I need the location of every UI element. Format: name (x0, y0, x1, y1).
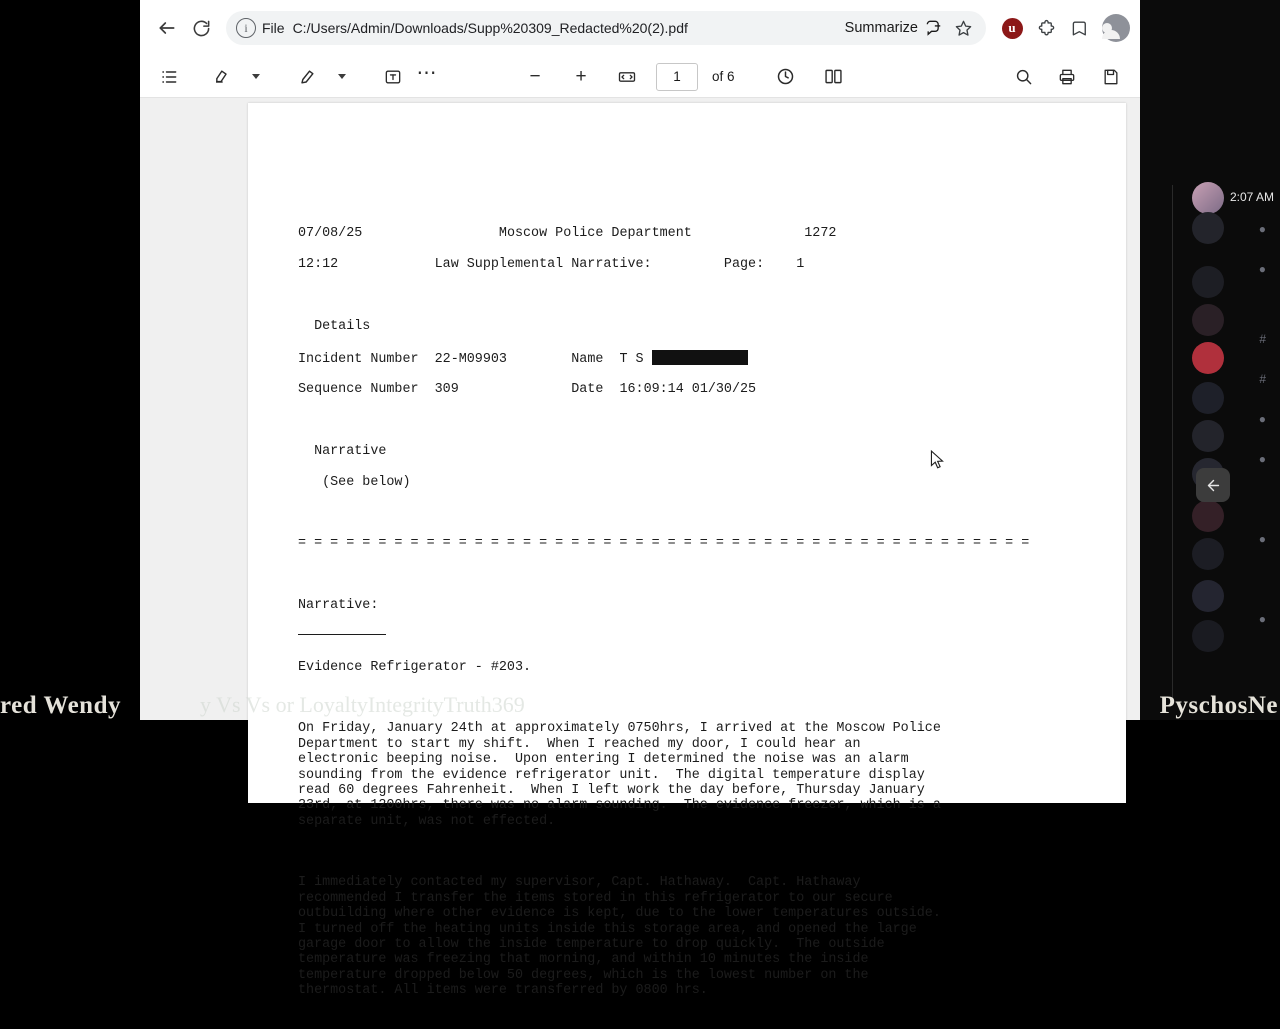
doc-spacer (298, 288, 1098, 303)
avatar-thumbnail[interactable] (1192, 342, 1224, 374)
ublock-origin-button[interactable] (996, 12, 1028, 44)
doc-spacer (298, 567, 1098, 582)
ublock-icon: u (1002, 18, 1023, 39)
rotate-icon (775, 66, 796, 87)
doc-see-below (298, 475, 1098, 490)
dot-icon: ● (1258, 412, 1266, 426)
add-text-button[interactable] (378, 62, 408, 92)
doc-sequence-line (298, 382, 1098, 397)
summarize-label: Summarize (844, 20, 918, 36)
doc-page-label: Page: (723, 257, 765, 273)
fit-width-icon (616, 67, 638, 87)
puzzle-icon (1037, 19, 1056, 38)
stream-caption-middle: y Vs Vs or LoyaltyIntegrityTruth369 (200, 692, 525, 717)
copilot-icon (924, 18, 944, 38)
avatar-thumbnail[interactable] (1192, 620, 1224, 652)
avatar-thumbnail[interactable] (1192, 580, 1224, 612)
pdf-right-tools (1008, 62, 1126, 92)
favorite-star-icon[interactable] (950, 15, 976, 41)
printer-icon (1057, 67, 1077, 87)
hash-icon: # (1259, 332, 1266, 346)
doc-narrative-title (298, 444, 1098, 459)
incident-number-value: 22-M09903 (434, 351, 507, 367)
text-box-icon (383, 67, 403, 87)
avatar-thumbnail[interactable] (1192, 538, 1224, 570)
redaction-bar (652, 350, 748, 365)
pdf-toolbar (140, 56, 1140, 98)
avatar-thumbnail[interactable] (1192, 266, 1224, 298)
doc-date: 07/08/25 (298, 226, 363, 242)
page-count-label: of 6 (712, 69, 735, 84)
underline-rule (298, 634, 386, 635)
pdf-page-text (298, 211, 1098, 1029)
avatar-thumbnail[interactable] (1192, 382, 1224, 414)
chevron-down-icon (252, 74, 260, 79)
list-icon (159, 67, 179, 87)
star-icon (954, 19, 973, 38)
doc-details-title (298, 319, 1098, 334)
search-button[interactable] (1008, 62, 1038, 92)
dot-icon: ● (1258, 222, 1266, 236)
zoom-out-button[interactable]: − (529, 65, 541, 87)
reload-icon (192, 19, 211, 38)
avatar-body-icon (1102, 30, 1120, 39)
doc-header-line-2 (298, 257, 1098, 272)
highlighter-icon (211, 67, 231, 87)
fit-to-width-button[interactable] (612, 62, 642, 92)
highlight-color-dropdown[interactable] (240, 62, 270, 92)
url-text[interactable]: C:/Users/Admin/Downloads/Supp%20309_Redacted%20(2).pdf (292, 20, 688, 36)
see-below-text: (See below) (322, 474, 411, 490)
page-number-input[interactable]: 1 (656, 63, 698, 91)
doc-incident-line (298, 350, 1098, 367)
clock-label: 2:07 AM (1229, 190, 1274, 204)
narrative-title-text: Narrative (314, 444, 387, 460)
doc-subject-underline (298, 629, 1098, 644)
highlight-button[interactable] (206, 62, 236, 92)
zoom-controls (520, 62, 642, 92)
reload-button[interactable] (184, 11, 218, 45)
doc-header-line-1 (298, 226, 1098, 241)
dot-icon: ● (1258, 612, 1266, 626)
draw-button[interactable] (292, 62, 322, 92)
sequence-number-label: Sequence Number (298, 382, 419, 398)
table-of-contents-button[interactable] (154, 62, 184, 92)
save-disk-icon (1101, 67, 1121, 87)
site-info-icon[interactable]: i (236, 18, 256, 38)
doc-spacer (298, 413, 1098, 428)
avatar-thumbnail[interactable] (1192, 420, 1224, 452)
dot-icon: ● (1258, 262, 1266, 276)
avatar-thumbnail[interactable] (1192, 212, 1224, 244)
stream-side-panel (1140, 0, 1280, 720)
arrow-left-icon (1205, 477, 1222, 494)
collections-button[interactable] (1064, 12, 1096, 44)
doc-paragraph-1: On Friday, January 24th at approximately 0750hrs, I arrived at the Moscow Police Department to start my shift. When I reached my door, I could hear an electronic beeping noise. Upon entering I determined the noise was an alarm sounding from the evidence refrigerator unit. The digital temperature display read 60 degrees Fahrenheit. When I left work the day before, Thursday January 23rd, at 1200hrs, there was no alarm sounding. The evidence freezer, which is a separate unit, was not effected. (298, 721, 941, 829)
pdf-viewer[interactable] (140, 98, 1140, 999)
avatar-thumbnail[interactable] (1192, 500, 1224, 532)
back-button[interactable] (150, 11, 184, 45)
date-value: 16:09:14 01/30/25 (619, 382, 757, 398)
avatar-thumbnail[interactable] (1192, 304, 1224, 336)
incident-number-label: Incident Number (298, 351, 419, 367)
doc-time: 12:12 (298, 257, 339, 273)
name-label: Name (571, 351, 604, 367)
stream-caption-left: red Wendy (0, 692, 121, 719)
profile-avatar[interactable] (1102, 14, 1130, 42)
page-view-button[interactable] (819, 62, 849, 92)
rotate-button[interactable] (771, 62, 801, 92)
doc-spacer (298, 506, 1098, 521)
doc-agency: Moscow Police Department (498, 226, 692, 242)
summarize-button[interactable] (845, 18, 944, 38)
doc-spacer (298, 845, 1098, 860)
back-to-stream-button[interactable] (1196, 468, 1230, 502)
stream-caption-right: PyschosNe (1159, 692, 1278, 719)
doc-report-number: 1272 (804, 226, 837, 242)
hash-icon: # (1259, 372, 1266, 386)
doc-narrative-label: Narrative: (298, 598, 379, 614)
save-button[interactable] (1096, 62, 1126, 92)
url-scheme-label: File (262, 20, 285, 36)
draw-color-dropdown[interactable] (326, 62, 356, 92)
search-icon (1014, 67, 1033, 86)
sequence-number-value: 309 (434, 382, 459, 398)
details-title-text: Details (314, 318, 371, 334)
name-value: T S (619, 351, 644, 367)
print-button[interactable] (1052, 62, 1082, 92)
chevron-down-icon (338, 74, 346, 79)
extensions-button[interactable] (1030, 12, 1062, 44)
panel-divider (1172, 185, 1173, 705)
two-page-view-icon (823, 66, 844, 87)
date-label: Date (571, 382, 604, 398)
browser-address-bar (140, 0, 1140, 56)
doc-page-value: 1 (796, 257, 805, 273)
doc-subject: Evidence Refrigerator - #203. (298, 659, 532, 675)
collections-star-icon (1071, 19, 1090, 38)
doc-paragraph-2: I immediately contacted my supervisor, Capt. Hathaway. Capt. Hathaway recommended I transfer the items stored in this refrigerator to our secure outbuilding where other evidence is kept, due to the lower temperatures outside. I turned off the heating units inside this storage area, and opened the large garage door to allow the inside temperature to drop quickly. The outside temperature was freezing that morning, and within 10 minutes the inside temperature dropped below 50 degrees, which is the lowest number on the thermostat. All items were transferred by 0800 hrs. (298, 875, 941, 999)
dot-icon: ● (1258, 532, 1266, 546)
more-options-button[interactable]: ⋯ (416, 62, 438, 84)
doc-subtitle: Law Supplemental Narrative: (434, 257, 652, 273)
omnibox[interactable] (226, 11, 986, 45)
zoom-in-button[interactable]: + (575, 65, 587, 87)
avatar-thumbnail[interactable] (1192, 182, 1224, 214)
doc-divider: = = = = = = = = = = = = = = = = = = = = = = = = = = = = = = = = = = = = = = = = = = = = = = (298, 536, 1030, 552)
dot-icon: ● (1258, 452, 1266, 466)
pen-icon (297, 67, 317, 87)
browser-window (140, 0, 1140, 999)
arrow-left-icon (157, 18, 177, 38)
